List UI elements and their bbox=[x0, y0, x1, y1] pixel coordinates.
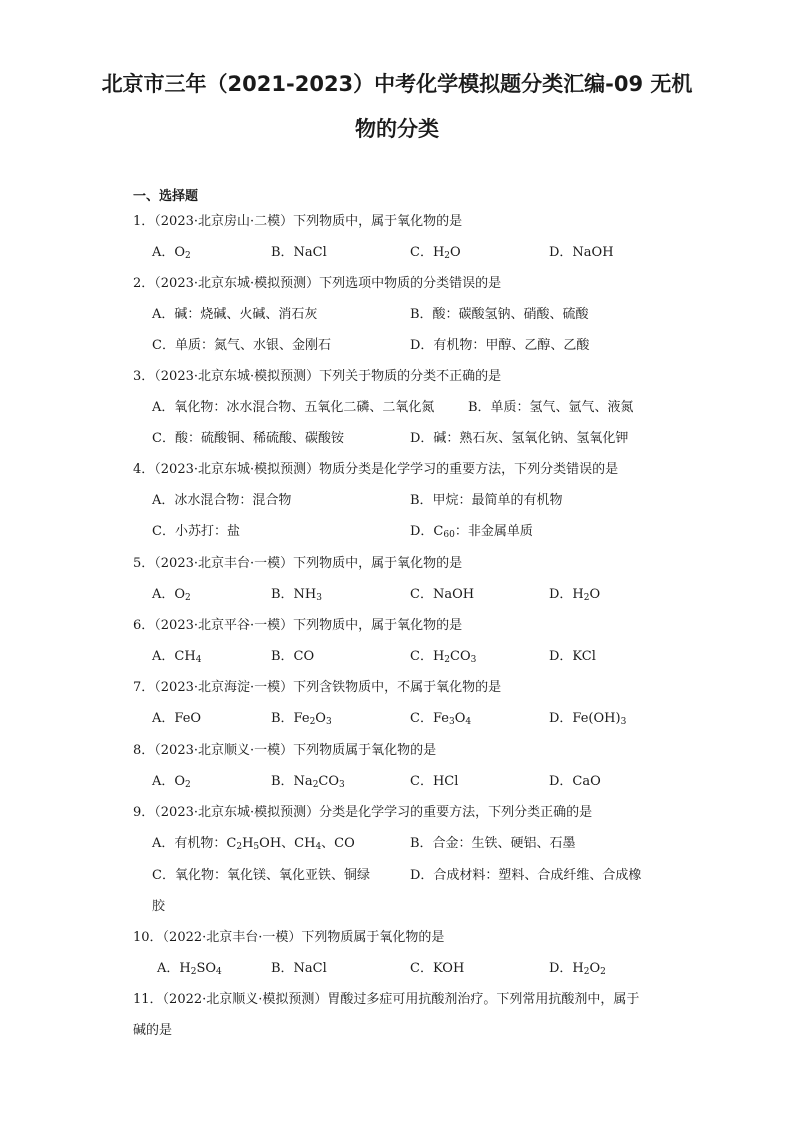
question-6: 6．（2023·北京平谷·一模）下列物质中，属于氧化物的是 bbox=[133, 618, 463, 633]
option-a[interactable]: A．$H_2SO_4$ bbox=[157, 961, 222, 977]
option-d[interactable]: D．$C_{60}$：非金属单质 bbox=[410, 524, 533, 540]
title-line-1: 北京市三年（2021-2023）中考化学模拟题分类汇编-09 无机 bbox=[101, 72, 693, 96]
question-5: 5．（2023·北京丰台·一模）下列物质中，属于氧化物的是 bbox=[133, 556, 463, 571]
title-line-2: 物的分类 bbox=[355, 117, 439, 141]
option-a[interactable]: A．有机物：$C_2H_5OH$、$CH_4$、CO bbox=[152, 836, 355, 852]
question-11: 11．（2022·北京顺义·模拟预测）胃酸过多症可用抗酸剂治疗。下列常用抗酸剂中，属于 bbox=[133, 992, 640, 1007]
option-d[interactable]: D．$H_2O$ bbox=[549, 587, 601, 603]
question-4: 4．（2023·北京东城·模拟预测）物质分类是化学学习的重要方法，下列分类错误的是 bbox=[133, 462, 619, 477]
section-heading: 一、选择题 bbox=[133, 189, 199, 204]
option-b[interactable]: B．单质：氢气、氩气、液氮 bbox=[468, 400, 634, 415]
question-3: 3．（2023·北京东城·模拟预测）下列关于物质的分类不正确的是 bbox=[133, 369, 502, 384]
option-b[interactable]: B．酸：碳酸氢钠、硝酸、硫酸 bbox=[410, 307, 589, 322]
option-a[interactable]: A．$O_2$ bbox=[152, 587, 191, 603]
page-title bbox=[90, 62, 704, 152]
question-2: 2．（2023·北京东城·模拟预测）下列选项中物质的分类错误的是 bbox=[133, 276, 502, 291]
option-b[interactable]: B．NaCl bbox=[271, 961, 327, 976]
option-d-continued: 胶 bbox=[152, 899, 166, 914]
option-c[interactable]: C．HCl bbox=[410, 774, 459, 789]
option-a[interactable]: A．氧化物：冰水混合物、五氧化二磷、二氧化氮 bbox=[152, 400, 435, 415]
option-b[interactable]: B．甲烷：最简单的有机物 bbox=[410, 493, 563, 508]
option-b[interactable]: B．$Na_2CO_3$ bbox=[271, 774, 345, 790]
option-c[interactable]: C．$Fe_3O_4$ bbox=[410, 711, 472, 727]
question-11-continued: 碱的是 bbox=[133, 1023, 173, 1038]
option-d[interactable]: D．碱：熟石灰、氢氧化钠、氢氧化钾 bbox=[410, 431, 629, 446]
option-d[interactable]: D．有机物：甲醇、乙醇、乙酸 bbox=[410, 338, 590, 353]
option-b[interactable]: B．$NH_3$ bbox=[271, 587, 322, 603]
option-d[interactable]: D．NaOH bbox=[549, 245, 614, 260]
option-b[interactable]: B．NaCl bbox=[271, 245, 327, 260]
option-d[interactable]: D．合成材料：塑料、合成纤维、合成橡 bbox=[410, 868, 642, 883]
option-a[interactable]: A．$O_2$ bbox=[152, 245, 191, 261]
option-a[interactable]: A．冰水混合物：混合物 bbox=[152, 493, 292, 508]
option-d[interactable]: D．CaO bbox=[549, 774, 601, 789]
question-7: 7．（2023·北京海淀·一模）下列含铁物质中，不属于氧化物的是 bbox=[133, 680, 502, 695]
option-b[interactable]: B．$Fe_2O_3$ bbox=[271, 711, 332, 727]
option-d[interactable]: D．$H_2O_2$ bbox=[549, 961, 606, 977]
question-9: 9．（2023·北京东城·模拟预测）分类是化学学习的重要方法，下列分类正确的是 bbox=[133, 805, 593, 820]
question-8: 8．（2023·北京顺义·一模）下列物质属于氧化物的是 bbox=[133, 743, 437, 758]
question-1: 1．（2023·北京房山·二模）下列物质中，属于氧化物的是 bbox=[133, 214, 463, 229]
option-a[interactable]: A．$CH_4$ bbox=[152, 649, 202, 665]
option-c[interactable]: C．$H_2O$ bbox=[410, 245, 461, 261]
option-c[interactable]: C．小苏打：盐 bbox=[152, 524, 240, 539]
option-d[interactable]: D．$Fe(OH)_3$ bbox=[549, 711, 627, 727]
option-c[interactable]: C．氧化物：氧化镁、氧化亚铁、铜绿 bbox=[152, 868, 370, 883]
question-10: 10．（2022·北京丰台·一模）下列物质属于氧化物的是 bbox=[133, 930, 445, 945]
option-b[interactable]: B．合金：生铁、硬铝、石墨 bbox=[410, 836, 576, 851]
option-b[interactable]: B．CO bbox=[271, 649, 315, 664]
option-c[interactable]: C．酸：硫酸铜、稀硫酸、碳酸铵 bbox=[152, 431, 344, 446]
option-c[interactable]: C．KOH bbox=[410, 961, 465, 976]
option-c[interactable]: C．NaOH bbox=[410, 587, 475, 602]
option-a[interactable]: A．碱：烧碱、火碱、消石灰 bbox=[152, 307, 318, 322]
option-c[interactable]: C．$H_2CO_3$ bbox=[410, 649, 477, 665]
option-c[interactable]: C．单质：氮气、水银、金刚石 bbox=[152, 338, 331, 353]
option-a[interactable]: A．$O_2$ bbox=[152, 774, 191, 790]
option-a[interactable]: A．FeO bbox=[152, 711, 202, 726]
option-d[interactable]: D．KCl bbox=[549, 649, 596, 664]
